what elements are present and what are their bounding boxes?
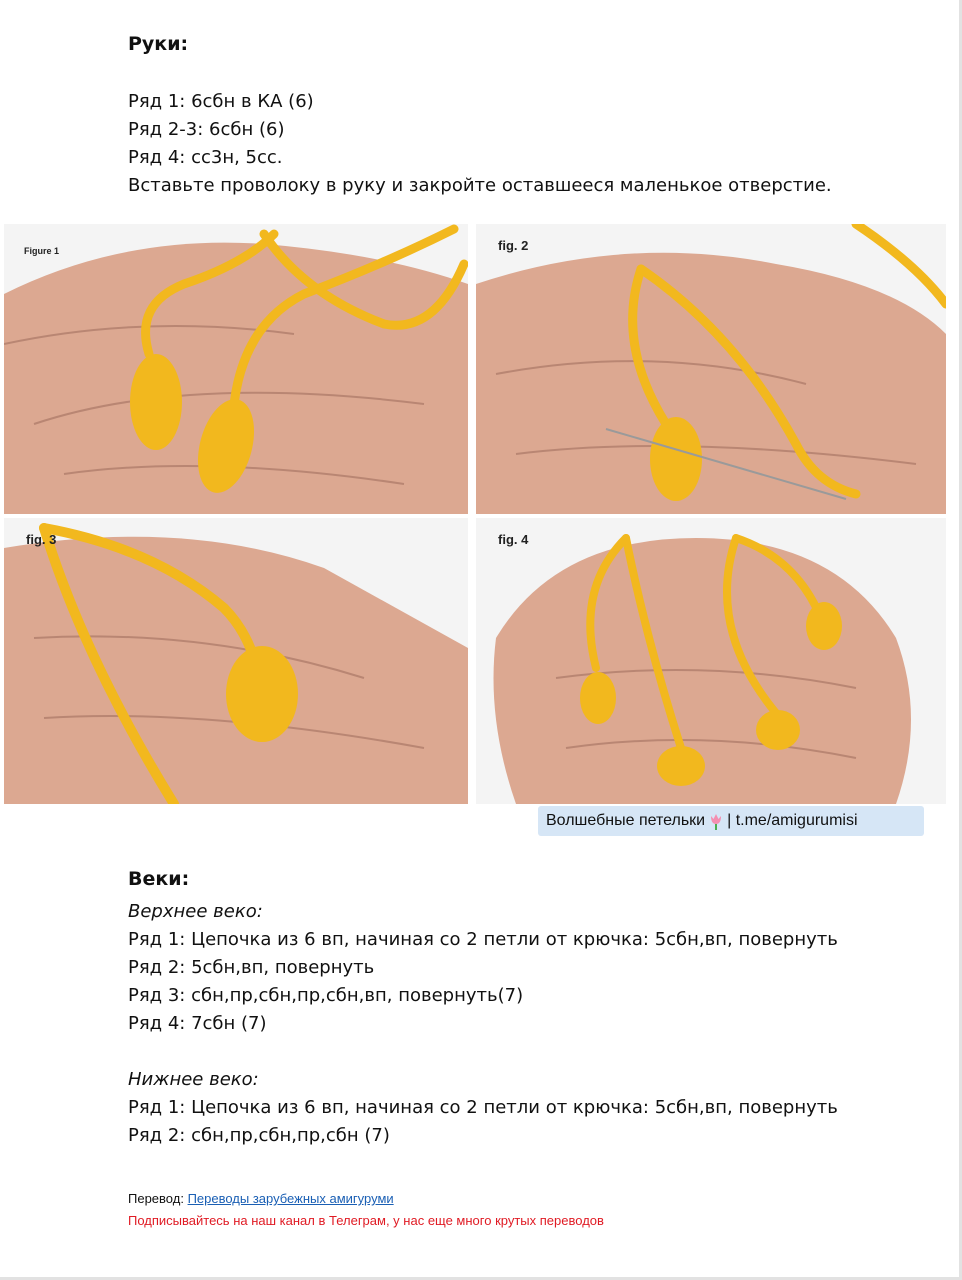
figure-2-label: fig. 2: [498, 238, 529, 253]
translation-label: Перевод:: [128, 1191, 188, 1206]
photo-grid: [4, 224, 946, 804]
lower-eyelid-row: Ряд 2: сбн,пр,сбн,пр,сбн (7): [128, 1125, 390, 1146]
lower-eyelid-row: Ряд 1: Цепочка из 6 вп, начиная со 2 петли от крючка: 5сбн,вп, повернуть: [128, 1097, 838, 1118]
photo-figure-2: [476, 224, 946, 514]
footer: [128, 1188, 604, 1232]
eyelids-title: Веки:: [128, 868, 190, 890]
eyelids-instructions: [128, 898, 948, 1150]
arms-row: Ряд 4: сс3н, 5сс.: [128, 147, 283, 168]
photo-figure-4: [476, 518, 946, 804]
channel-watermark: [538, 806, 924, 836]
tulip-icon: [708, 812, 724, 830]
upper-eyelid-row: Ряд 2: 5сбн,вп, повернуть: [128, 957, 375, 978]
upper-eyelid-row: Ряд 1: Цепочка из 6 вп, начиная со 2 петли от крючка: 5сбн,вп, повернуть: [128, 929, 838, 950]
arms-instructions: [128, 88, 948, 200]
photo-figure-3: [4, 518, 468, 804]
figure-1-label: Figure 1: [24, 246, 60, 256]
lower-eyelid-subtitle: Нижнее веко:: [128, 1069, 259, 1090]
upper-eyelid-subtitle: Верхнее веко:: [128, 901, 263, 922]
watermark-left-text: Волшебные петельки: [546, 812, 706, 829]
arms-title: Руки:: [128, 33, 189, 55]
figure-3-label: fig. 3: [26, 532, 57, 547]
translation-link[interactable]: Переводы зарубежных амигуруми: [187, 1191, 394, 1206]
arms-row: Ряд 2-3: 6сбн (6): [128, 119, 285, 140]
figure-4-label: fig. 4: [498, 532, 529, 547]
arms-row: Вставьте проволоку в руку и закройте оставшееся маленькое отверстие.: [128, 175, 832, 196]
arms-row: Ряд 1: 6сбн в КА (6): [128, 91, 314, 112]
photo-figure-1: [4, 224, 468, 514]
watermark-right-text: | t.me/amigurumisi: [727, 812, 858, 829]
upper-eyelid-row: Ряд 3: сбн,пр,сбн,пр,сбн,вп, повернуть(7): [128, 985, 524, 1006]
translation-credit: [128, 1188, 604, 1210]
upper-eyelid-row: Ряд 4: 7сбн (7): [128, 1013, 267, 1034]
subscribe-note: Подписывайтесь на наш канал в Телеграм, у нас еще много крутых переводов: [128, 1213, 604, 1228]
